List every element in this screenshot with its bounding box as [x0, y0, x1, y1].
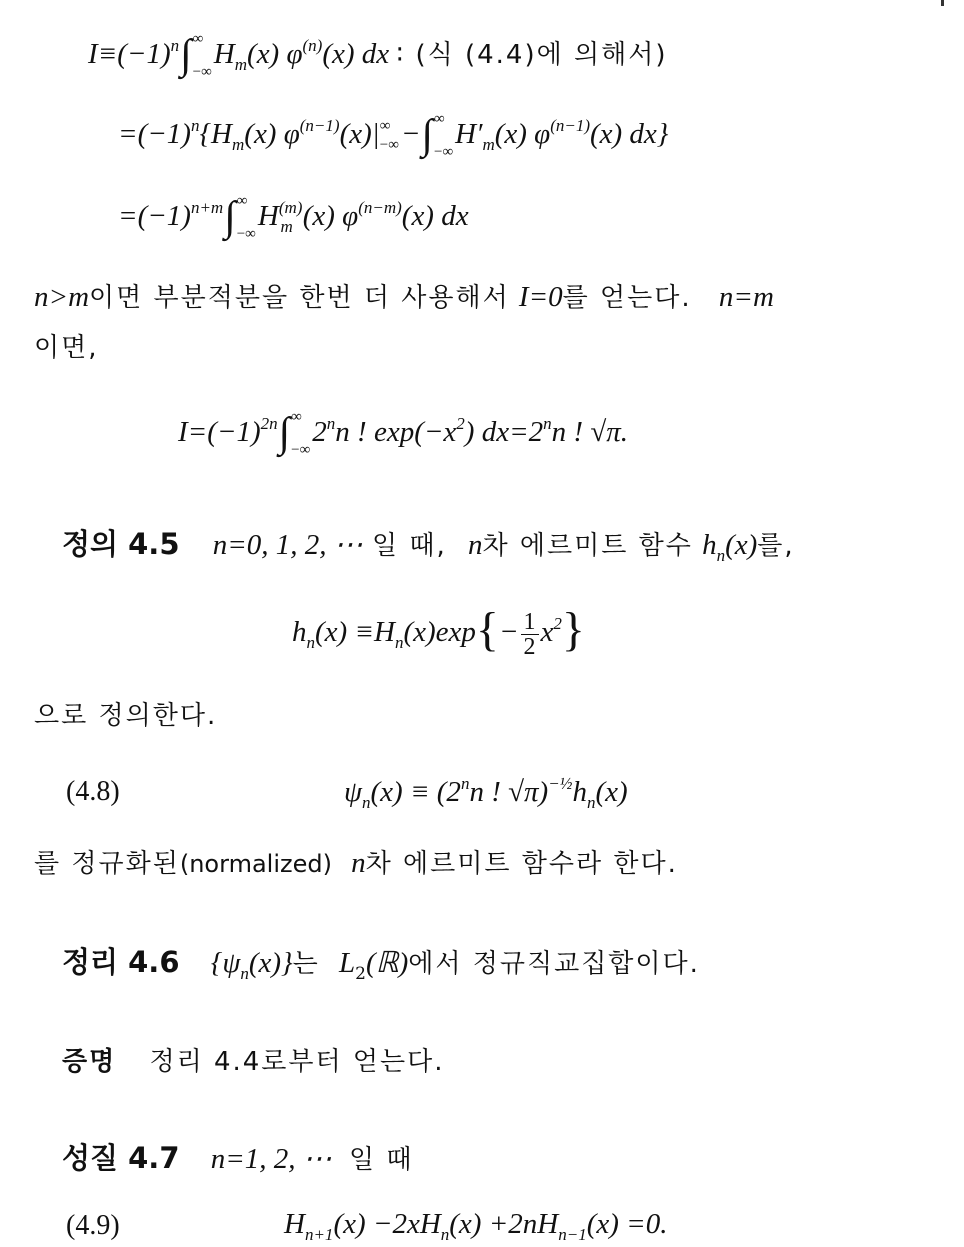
equation-norm-result: $I=(-1)^{2n}\int$ ∞ −∞ 2$^n$n ! $\exp(-x^2)$ $dx=2^nn$ ! √π. [178, 409, 629, 459]
equation-normalized-hermite: $\psi_n(x) \equiv (2^nn$ ! $√\pi)^{-\frac{1}{2}}h_n(x)$ [344, 774, 628, 812]
equation-hermite-recurrence: $H_{n+1}(x) -2xH_n(x) +2nH_{n-1}(x) =0$. [284, 1208, 668, 1244]
equation-repeated-parts: $=(-1)^{n+m}\int$ ∞ −∞ $H^{(m)}_m$ (x) $\varphi^{(n-m)}(x)$ dx [118, 193, 469, 243]
proof-line: 증명 정리 4.4로부터 얻는다. [62, 1047, 445, 1077]
theorem-orthonormal-set: 정리 4.6 $\{\psi_n(x)\}$는 $L_2(ℝ)$에서 정규직교집합이다. [62, 945, 700, 984]
paragraph-normalized-name: 를 정규화된(normalized) n차 에르미트 함수라 한다. [34, 847, 678, 879]
equation-number-4-9: (4.9) [66, 1210, 120, 1241]
equation-hermite-function-definition: $h_n(x) \equiv H_n(x)\exp\{-$ $\frac{1}{2}$ $x^2$} [292, 603, 585, 660]
paragraph-defined-as: 으로 정의한다. [34, 701, 218, 731]
paragraph-case-n-equal-m: 이면, [34, 333, 99, 363]
equation-orthogonality-integral: $I\equiv(-1)^n\int$ ∞ −∞ $H_m(x)$ $\varphi^{(n)}(x)$ dx ∶ (식 (4.4)에 의해서) [88, 31, 668, 81]
corner-mark [941, 0, 944, 6]
property-recurrence-heading: 성질 4.7 n=1, 2, ⋯ 일 때 [62, 1141, 414, 1175]
paragraph-case-n-greater-m: n>m이면 부분적분을 한번 더 사용해서 I=0를 얻는다. n=m [34, 281, 774, 313]
definition-hermite-function: 정의 4.5 n=0, 1, 2, ⋯ 일 때, n차 에르미트 함수 $h_n(x)$를, [62, 527, 795, 565]
equation-integration-by-parts: $=(-1)^n\{H_m(x)$ $\varphi^{(n-1)}(x)|$ ∞ −∞ −∫ ∞ −∞ $H'_m(x)$ $\varphi^{(n-1)}(x)$ dx} [118, 111, 669, 161]
equation-number-4-8: (4.8) [66, 776, 120, 807]
